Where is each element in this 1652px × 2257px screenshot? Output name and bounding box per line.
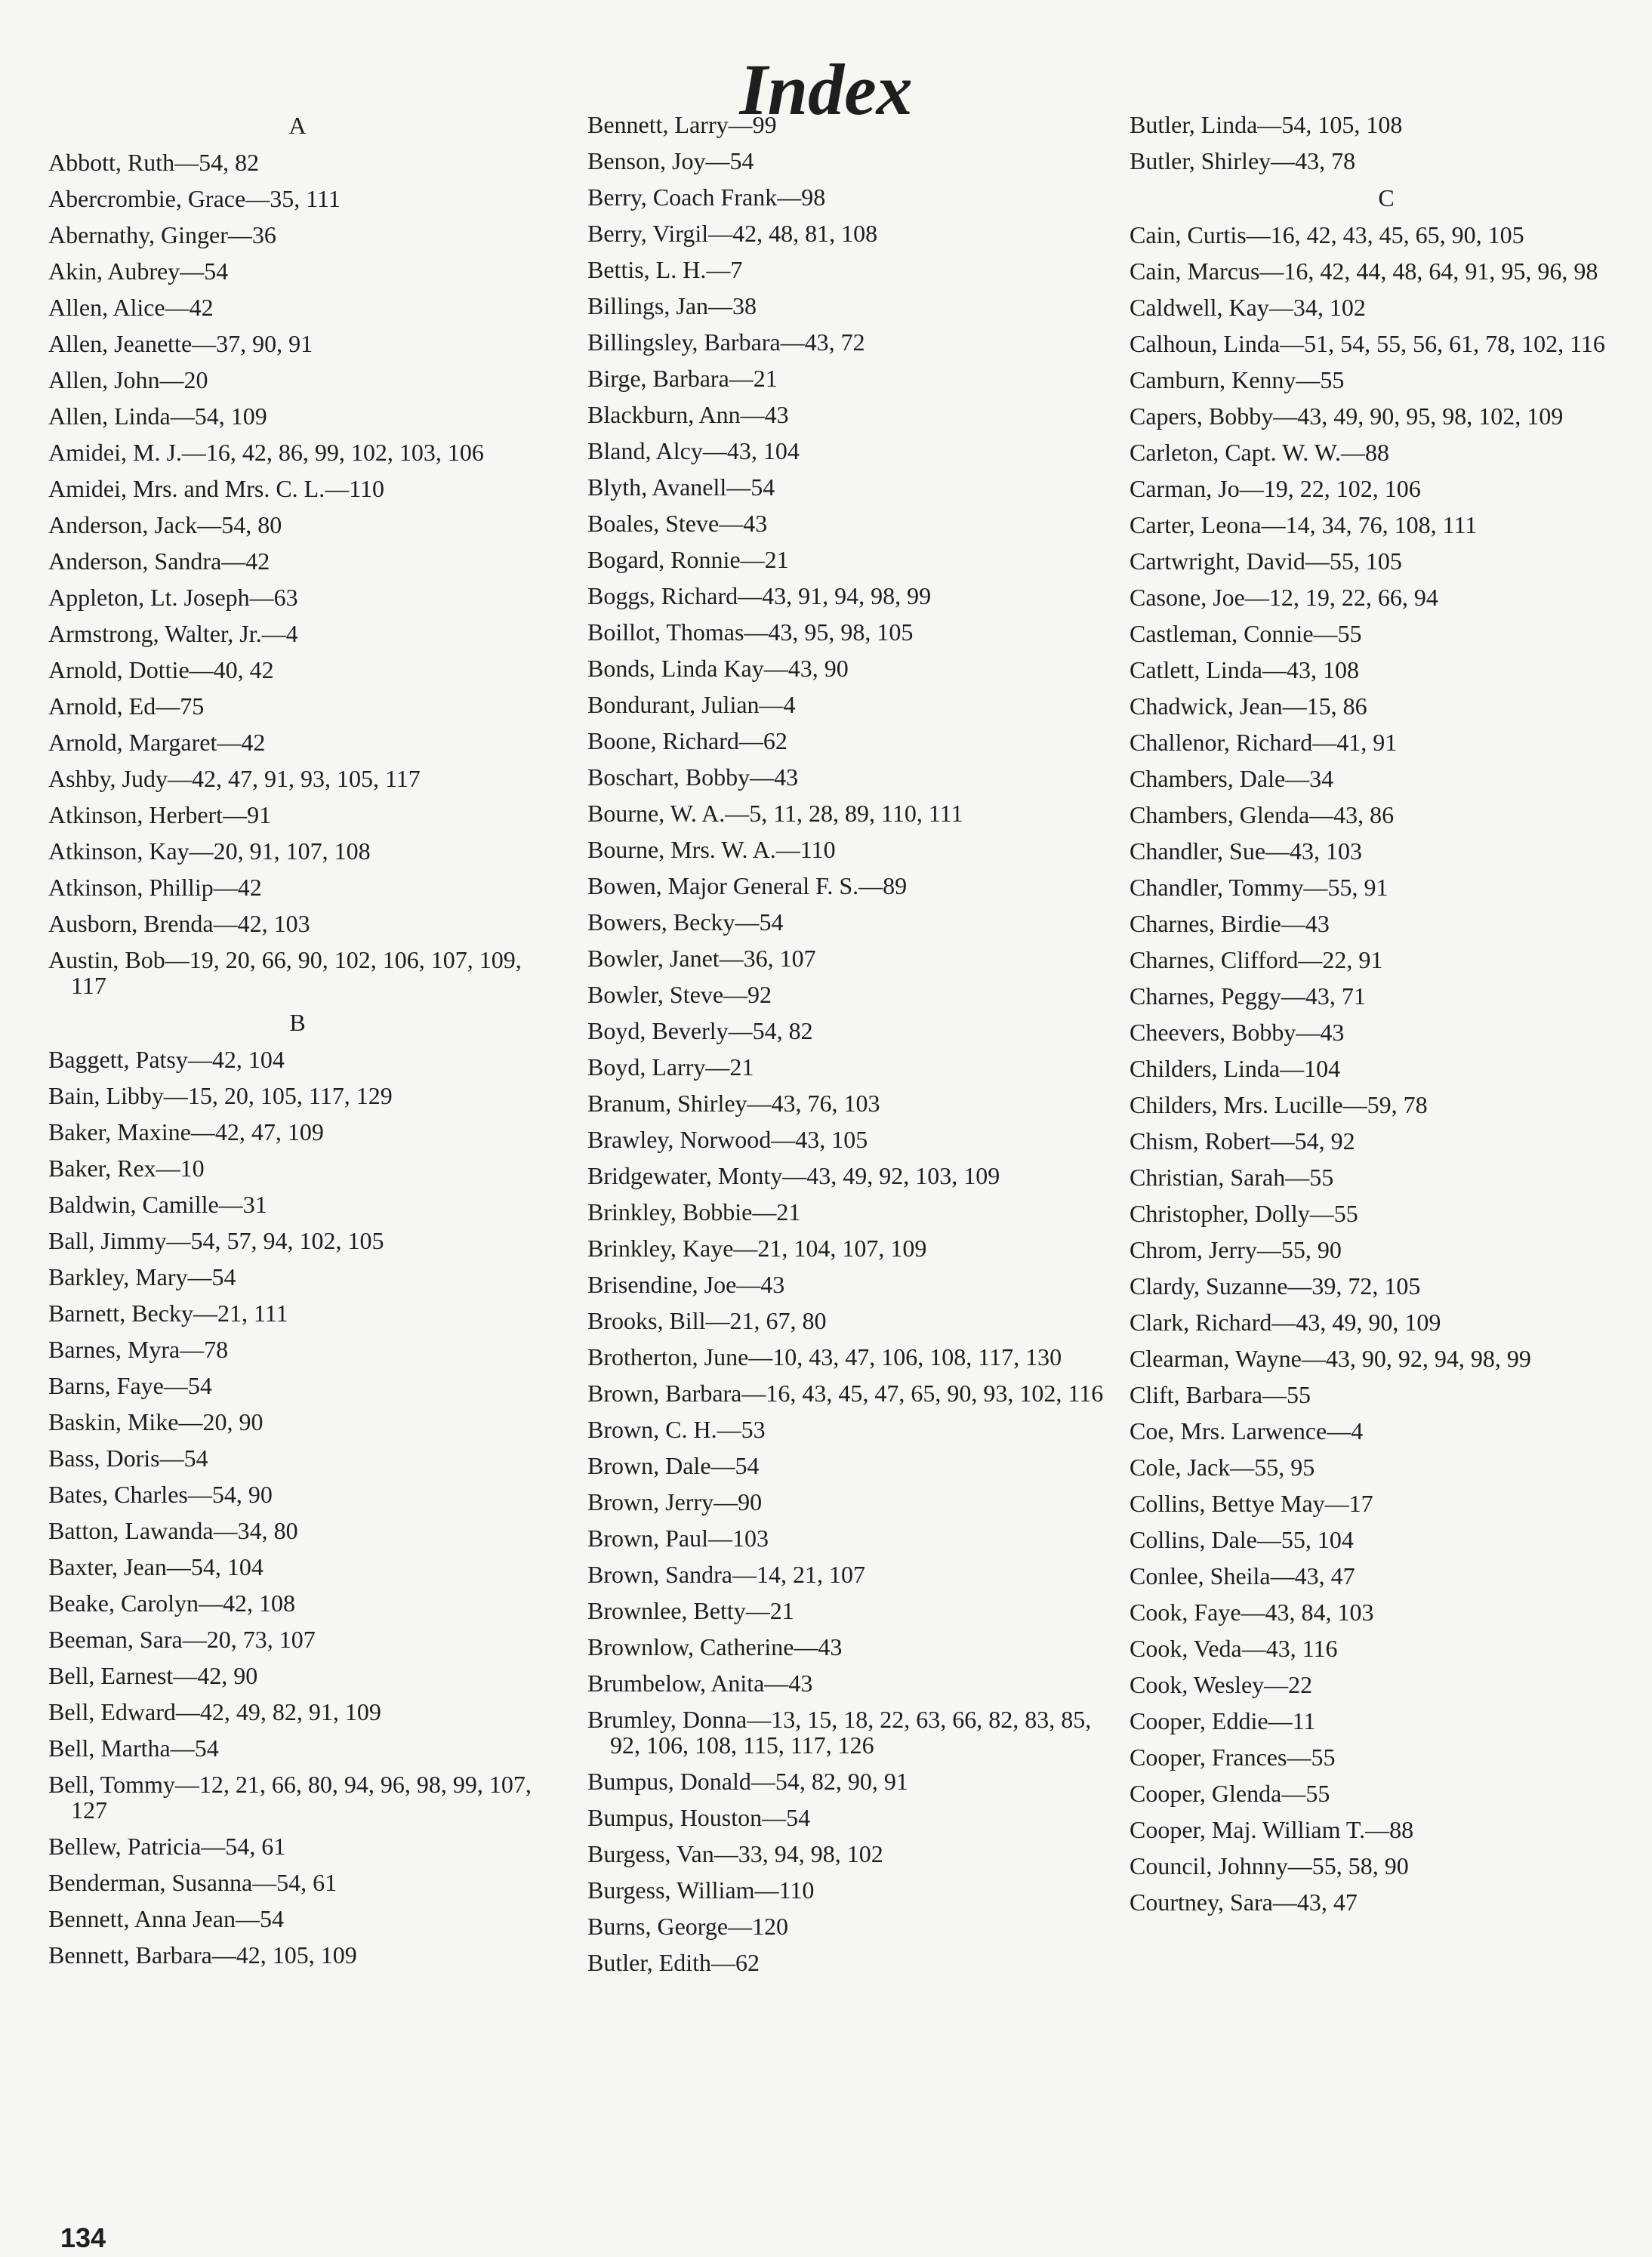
- index-entry: Bridgewater, Monty—43, 49, 92, 103, 109: [587, 1162, 1000, 1189]
- index-entry: Bennett, Barbara—42, 105, 109: [48, 1941, 357, 1969]
- index-entry: Cole, Jack—55, 95: [1130, 1454, 1315, 1481]
- index-entry: Charnes, Birdie—43: [1130, 910, 1330, 937]
- index-entry: Boyd, Larry—21: [587, 1053, 754, 1081]
- index-entry: Bonds, Linda Kay—43, 90: [587, 655, 849, 682]
- index-entry: Brinkley, Bobbie—21: [587, 1198, 801, 1226]
- index-entry: Brown, Paul—103: [587, 1525, 769, 1552]
- index-entry: Bass, Doris—54: [48, 1445, 208, 1472]
- index-entry: Barnett, Becky—21, 111: [48, 1300, 288, 1327]
- index-entry: Beeman, Sara—20, 73, 107: [48, 1626, 316, 1653]
- index-entry: Casone, Joe—12, 19, 22, 66, 94: [1130, 584, 1438, 611]
- index-entry: Butler, Shirley—43, 78: [1130, 147, 1356, 174]
- index-entry: Beake, Carolyn—42, 108: [48, 1589, 296, 1617]
- index-entry: Brown, Barbara—16, 43, 45, 47, 65, 90, 93, 102, 116: [587, 1380, 1104, 1407]
- index-entry: Abernathy, Ginger—36: [48, 221, 276, 248]
- index-entry: Cooper, Frances—55: [1130, 1744, 1336, 1771]
- index-entry: Arnold, Margaret—42: [48, 729, 266, 756]
- index-entry: Chadwick, Jean—15, 86: [1130, 692, 1367, 720]
- index-entry: Boyd, Beverly—54, 82: [587, 1017, 813, 1044]
- index-entry: Capers, Bobby—43, 49, 90, 95, 98, 102, 109: [1130, 402, 1564, 430]
- index-entry: Bogard, Ronnie—21: [587, 546, 789, 573]
- index-entry: Burns, George—120: [587, 1913, 789, 1940]
- section-letter-c: C: [1378, 184, 1395, 211]
- index-entry: Cooper, Eddie—11: [1130, 1707, 1316, 1734]
- index-entry: Cartwright, David—55, 105: [1130, 547, 1402, 575]
- index-entry: Challenor, Richard—41, 91: [1130, 729, 1398, 756]
- index-entry: Ashby, Judy—42, 47, 91, 93, 105, 117: [48, 765, 421, 792]
- index-entry: Cook, Wesley—22: [1130, 1671, 1313, 1698]
- index-entry: Allen, Linda—54, 109: [48, 402, 267, 430]
- index-entry: Bondurant, Julian—4: [587, 691, 796, 718]
- index-entry: Cook, Faye—43, 84, 103: [1130, 1599, 1374, 1626]
- index-entry: Birge, Barbara—21: [587, 365, 778, 392]
- index-entry: Cain, Marcus—16, 42, 44, 48, 64, 91, 95, 96, 98: [1130, 257, 1598, 285]
- index-entry: Bourne, Mrs. W. A.—110: [587, 836, 836, 863]
- index-entry: Bowers, Becky—54: [587, 908, 784, 936]
- index-entry: Bates, Charles—54, 90: [48, 1481, 273, 1508]
- index-entry: Brown, Dale—54: [587, 1452, 760, 1479]
- index-entry: Bourne, W. A.—5, 11, 28, 89, 110, 111: [587, 800, 963, 827]
- index-entry: Carleton, Capt. W. W.—88: [1130, 439, 1389, 466]
- index-entry: Cheevers, Bobby—43: [1130, 1019, 1345, 1046]
- index-entry: Ausborn, Brenda—42, 103: [48, 910, 310, 937]
- index-entry: Barnes, Myra—78: [48, 1336, 229, 1363]
- index-entry: Brown, Jerry—90: [587, 1488, 763, 1515]
- index-entry: Atkinson, Kay—20, 91, 107, 108: [48, 837, 371, 865]
- index-entry: Castleman, Connie—55: [1130, 620, 1362, 647]
- index-entry: Branum, Shirley—43, 76, 103: [587, 1090, 880, 1117]
- index-entry: Chambers, Glenda—43, 86: [1130, 801, 1395, 828]
- index-entry: Bland, Alcy—43, 104: [587, 437, 800, 464]
- index-entry: Berry, Coach Frank—98: [587, 183, 826, 211]
- index-entry: Abercrombie, Grace—35, 111: [48, 185, 341, 212]
- index-entry: Armstrong, Walter, Jr.—4: [48, 620, 298, 647]
- index-entry: Allen, Alice—42: [48, 294, 214, 321]
- index-entry: Burgess, William—110: [587, 1876, 815, 1904]
- index-entry: Batton, Lawanda—34, 80: [48, 1517, 298, 1544]
- index-entry: Arnold, Ed—75: [48, 692, 205, 720]
- index-entry: Butler, Linda—54, 105, 108: [1130, 111, 1403, 138]
- index-entry: Bell, Tommy—12, 21, 66, 80, 94, 96, 98, 99, 107, 127: [48, 1771, 532, 1824]
- index-entry: Burgess, Van—33, 94, 98, 102: [587, 1840, 883, 1867]
- index-entry: Cain, Curtis—16, 42, 43, 45, 65, 90, 105: [1130, 221, 1524, 248]
- index-entry: Barkley, Mary—54: [48, 1263, 236, 1290]
- index-entry: Council, Johnny—55, 58, 90: [1130, 1852, 1409, 1879]
- index-entry: Boillot, Thomas—43, 95, 98, 105: [587, 618, 914, 646]
- index-entry: Courtney, Sara—43, 47: [1130, 1889, 1358, 1916]
- index-entry: Christopher, Dolly—55: [1130, 1200, 1358, 1227]
- section-letter-a: A: [288, 112, 307, 139]
- index-entry: Coe, Mrs. Larwence—4: [1130, 1417, 1364, 1445]
- index-entry: Chandler, Sue—43, 103: [1130, 837, 1363, 865]
- index-entry: Baker, Rex—10: [48, 1155, 205, 1182]
- index-column-3: [1130, 112, 1643, 1926]
- index-entry: Brownlow, Catherine—43: [587, 1633, 843, 1660]
- index-entry: Calhoun, Linda—51, 54, 55, 56, 61, 78, 102, 116: [1130, 330, 1605, 357]
- index-entry: Blackburn, Ann—43: [587, 401, 789, 428]
- index-entry: Allen, Jeanette—37, 90, 91: [48, 330, 313, 357]
- index-entry: Berry, Virgil—42, 48, 81, 108: [587, 220, 878, 247]
- index-entry: Camburn, Kenny—55: [1130, 366, 1345, 393]
- index-entry: Brooks, Bill—21, 67, 80: [587, 1307, 827, 1334]
- index-entry: Bell, Earnest—42, 90: [48, 1662, 258, 1689]
- index-entry: Bumpus, Donald—54, 82, 90, 91: [587, 1768, 908, 1795]
- index-entry: Carman, Jo—19, 22, 102, 106: [1130, 475, 1421, 502]
- index-entry: Bowen, Major General F. S.—89: [587, 872, 908, 899]
- index-entry: Clearman, Wayne—43, 90, 92, 94, 98, 99: [1130, 1345, 1531, 1372]
- index-entry: Anderson, Sandra—42: [48, 547, 270, 575]
- index-entry: Brumley, Donna—13, 15, 18, 22, 63, 66, 82, 83, 85, 92, 106, 108, 115, 117, 126: [587, 1706, 1092, 1759]
- index-entry: Childers, Mrs. Lucille—59, 78: [1130, 1091, 1428, 1118]
- index-entry: Amidei, Mrs. and Mrs. C. L.—110: [48, 475, 385, 502]
- index-entry: Billings, Jan—38: [587, 292, 757, 319]
- index-entry: Bowler, Steve—92: [587, 981, 772, 1008]
- index-entry: Chism, Robert—54, 92: [1130, 1127, 1355, 1155]
- index-entry: Childers, Linda—104: [1130, 1055, 1341, 1082]
- index-entry: Benson, Joy—54: [587, 147, 754, 174]
- index-entry: Boales, Steve—43: [587, 510, 768, 537]
- index-entry: Bain, Libby—15, 20, 105, 117, 129: [48, 1082, 393, 1109]
- index-entry: Christian, Sarah—55: [1130, 1164, 1334, 1191]
- index-entry: Baskin, Mike—20, 90: [48, 1408, 264, 1435]
- index-entry: Baker, Maxine—42, 47, 109: [48, 1118, 324, 1145]
- index-entry: Brisendine, Joe—43: [587, 1271, 785, 1298]
- index-entry: Charnes, Clifford—22, 91: [1130, 946, 1383, 973]
- index-entry: Bennett, Anna Jean—54: [48, 1905, 284, 1932]
- index-entry: Brownlee, Betty—21: [587, 1597, 794, 1624]
- index-entry: Anderson, Jack—54, 80: [48, 511, 282, 538]
- index-entry: Bettis, L. H.—7: [587, 256, 743, 283]
- index-entry: Appleton, Lt. Joseph—63: [48, 584, 298, 611]
- index-entry: Cooper, Maj. William T.—88: [1130, 1816, 1414, 1843]
- index-entry: Brumbelow, Anita—43: [587, 1670, 813, 1697]
- index-entry: Boggs, Richard—43, 91, 94, 98, 99: [587, 582, 932, 609]
- index-entry: Allen, John—20: [48, 366, 208, 393]
- index-entry: Brinkley, Kaye—21, 104, 107, 109: [587, 1235, 927, 1262]
- index-entry: Brown, C. H.—53: [587, 1416, 766, 1443]
- index-entry: Brawley, Norwood—43, 105: [587, 1126, 868, 1153]
- index-entry: Chandler, Tommy—55, 91: [1130, 874, 1388, 901]
- index-entry: Akin, Aubrey—54: [48, 257, 229, 285]
- index-entry: Baggett, Patsy—42, 104: [48, 1046, 285, 1073]
- index-column-1: [48, 112, 547, 1978]
- index-entry: Chrom, Jerry—55, 90: [1130, 1236, 1342, 1263]
- index-entry: Bell, Edward—42, 49, 82, 91, 109: [48, 1698, 381, 1725]
- page-number: 134: [60, 2222, 106, 2253]
- index-entry: Clift, Barbara—55: [1130, 1381, 1311, 1408]
- index-entry: Baxter, Jean—54, 104: [48, 1553, 264, 1580]
- index-entry: Catlett, Linda—43, 108: [1130, 656, 1359, 683]
- index-entry: Butler, Edith—62: [587, 1949, 760, 1976]
- page-title: Index: [739, 49, 913, 131]
- index-entry: Amidei, M. J.—16, 42, 86, 99, 102, 103, 106: [48, 439, 484, 466]
- index-entry: Bell, Martha—54: [48, 1734, 219, 1762]
- index-entry: Benderman, Susanna—54, 61: [48, 1869, 337, 1896]
- index-entry: Collins, Dale—55, 104: [1130, 1526, 1354, 1553]
- index-entry: Atkinson, Herbert—91: [48, 801, 272, 828]
- section-letter-b: B: [289, 1009, 306, 1036]
- index-entry: Arnold, Dottie—40, 42: [48, 656, 274, 683]
- index-entry: Carter, Leona—14, 34, 76, 108, 111: [1130, 511, 1478, 538]
- index-entry: Boone, Richard—62: [587, 727, 787, 754]
- index-entry: Bennett, Larry—99: [587, 111, 777, 138]
- index-entry: Conlee, Sheila—43, 47: [1130, 1562, 1355, 1589]
- index-entry: Caldwell, Kay—34, 102: [1130, 294, 1366, 321]
- index-entry: Bumpus, Houston—54: [587, 1804, 811, 1831]
- index-entry: Clark, Richard—43, 49, 90, 109: [1130, 1309, 1441, 1336]
- index-column-2: [587, 112, 1116, 1986]
- index-entry: Bowler, Janet—36, 107: [587, 945, 816, 972]
- index-entry: Blyth, Avanell—54: [587, 473, 775, 501]
- index-entry: Austin, Bob—19, 20, 66, 90, 102, 106, 107, 109, 117: [48, 946, 522, 999]
- index-entry: Billingsley, Barbara—43, 72: [587, 328, 865, 356]
- index-entry: Cook, Veda—43, 116: [1130, 1635, 1338, 1662]
- index-entry: Bellew, Patricia—54, 61: [48, 1833, 286, 1860]
- index-entry: Baldwin, Camille—31: [48, 1191, 267, 1218]
- index-entry: Collins, Bettye May—17: [1130, 1490, 1373, 1517]
- index-entry: Charnes, Peggy—43, 71: [1130, 982, 1366, 1010]
- index-entry: Ball, Jimmy—54, 57, 94, 102, 105: [48, 1227, 384, 1254]
- index-entry: Clardy, Suzanne—39, 72, 105: [1130, 1272, 1421, 1300]
- index-entry: Barns, Faye—54: [48, 1372, 212, 1399]
- index-entry: Brown, Sandra—14, 21, 107: [587, 1561, 865, 1588]
- index-entry: Boschart, Bobby—43: [587, 763, 799, 791]
- index-entry: Brotherton, June—10, 43, 47, 106, 108, 117, 130: [587, 1343, 1062, 1371]
- index-entry: Atkinson, Phillip—42: [48, 874, 262, 901]
- index-entry: Chambers, Dale—34: [1130, 765, 1334, 792]
- index-entry: Abbott, Ruth—54, 82: [48, 149, 260, 176]
- index-entry: Cooper, Glenda—55: [1130, 1780, 1330, 1807]
